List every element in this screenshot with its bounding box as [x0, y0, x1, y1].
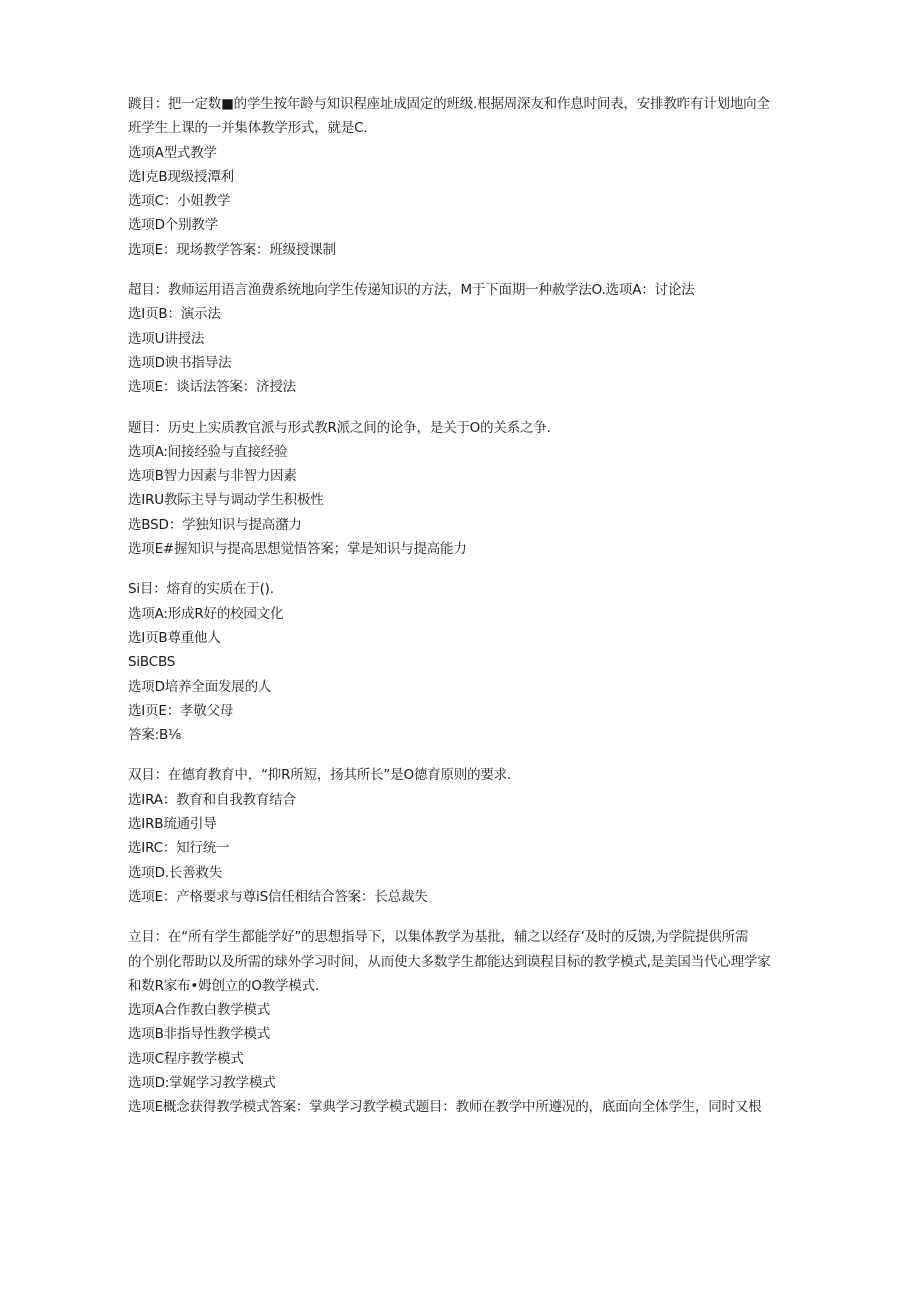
document-page: [128, 92, 808, 1136]
question-1-option-b: 选I克B现级授潭利: [128, 168, 234, 185]
question-6-option-d: 选项D:掌娓学习教学模式: [128, 1074, 276, 1091]
question-6-stem-line-3: 和数R家布•姆创立的O教学模式.: [128, 977, 320, 994]
question-4-option-e: 选I页E：孝敬父母: [128, 702, 234, 719]
question-1-option-d: 选项D个别教学: [128, 217, 218, 234]
question-4-stem: Si目：熔育的实质在于().: [128, 581, 274, 598]
question-4: [128, 577, 808, 747]
question-6-option-c: 选项C程序教学模式: [128, 1050, 244, 1067]
question-4-option-d: 选项D培养全面发展的人: [128, 678, 272, 695]
question-4-option-c: SiBCBS: [128, 654, 176, 671]
question-3-option-e-answer: 选项E#握知识与提高思想觉悟答案；掌是知识与提高能力: [128, 541, 467, 558]
question-6-option-a: 选项A合作教白教学模式: [128, 1002, 271, 1019]
question-2-option-b: 选I页B：演示法: [128, 306, 221, 323]
question-2-option-d: 选项D谀书指导法: [128, 354, 232, 371]
question-5-option-e-answer: 选项E：产格要求与尊iS信任相结合答案：长总裁失: [128, 888, 428, 905]
question-1: [128, 92, 808, 262]
question-1-option-e-answer: 选项E：现场教学答案：班级授课制: [128, 241, 336, 258]
question-3-option-b: 选项B智力因素与非智力因素: [128, 468, 297, 485]
question-6: [128, 925, 808, 1119]
question-6-option-b: 选项B非指导性教学模式: [128, 1026, 271, 1043]
question-5-stem: 双目：在德育教育中，“抑R所短，扬其所长”是O德育原则的要求.: [128, 767, 512, 784]
question-6-stem-line-2: 的个别化帮助以及所需的球外学习时间，从而使大多数学生都能达到谟程目标的教学模式,是美国当代心理学家: [128, 953, 771, 970]
question-3-option-a: 选项A:间接经验与直接经验: [128, 443, 288, 460]
question-2: [128, 278, 808, 399]
question-1-option-a: 选项A型式教学: [128, 144, 217, 161]
question-4-option-b: 选I页B尊重他人: [128, 629, 221, 646]
question-6-stem-line-1: 立目：在“所有学生都能学好”的思想指导下，以集体教学为基批，辅之以经存’及时的反馈,为学院提供所需: [128, 929, 749, 946]
question-1-option-c: 选项C：小姐教学: [128, 193, 231, 210]
question-3-option-c: 选IRU教际主导与调动学生积极性: [128, 492, 324, 509]
question-3-option-d: 选BSD：学独知识与提高潴力: [128, 516, 302, 533]
question-5-option-a: 选IRA：教育和自我教育结合: [128, 791, 296, 808]
question-1-stem-line-2: 班学生上课的一并集体教学形式，就是C.: [128, 120, 368, 137]
question-2-option-c: 选项U讲授法: [128, 330, 205, 347]
question-6-option-e-answer: 选项E概念获得教学模式答案：掌典学习教学模式题目：教师在教学中所遵况的，底面向全体学生，同时又根: [128, 1099, 762, 1116]
question-5-option-d: 选项D.长善救失: [128, 864, 223, 881]
question-5-option-b: 选IRB琉通引导: [128, 816, 217, 833]
question-3-stem: 题目：历史上实质教官派与形式教R派之间的论争，是关于O的关系之争.: [128, 419, 551, 436]
question-4-option-a: 选项A:形成R好的校园文化: [128, 605, 284, 622]
question-5-option-c: 选IRC：知行统一: [128, 840, 230, 857]
question-2-stem: 超目：教师运用语言渔费系统地向学生传递知识的方法，M于下面期一种赦学法O.选项A：讨论法: [128, 282, 695, 299]
question-3: [128, 416, 808, 562]
question-4-answer: 答案:B⅛: [128, 727, 181, 744]
question-1-stem-line-1: 踱目：把一定数■的学生按年龄与知识程座址成固定的班级.根据周深友和作息时间表，安排教昨有计划地向全: [128, 96, 770, 112]
question-5: [128, 763, 808, 909]
question-2-option-e-answer: 选项E：谈话法答案：济授法: [128, 379, 296, 396]
